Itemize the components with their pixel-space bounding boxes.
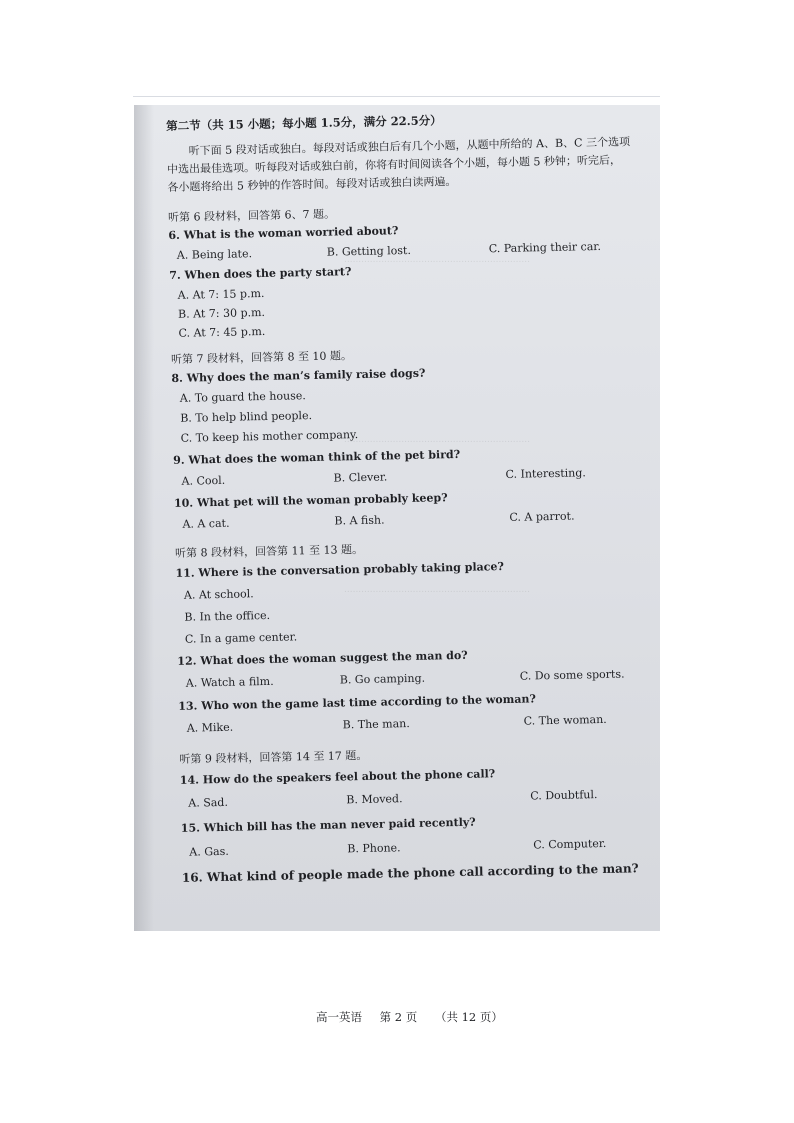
option-b: B. In the office.: [184, 608, 271, 624]
group-heading: 听第 6 段材料，回答第 6、7 题。: [167, 207, 336, 224]
option-b: B. The man.: [342, 717, 410, 732]
bleed-through-text: .................................................................: [344, 435, 530, 445]
option-c: C. In a game center.: [184, 630, 298, 646]
option-c: C. At 7: 45 p.m.: [178, 324, 266, 340]
question-12: 12. What does the woman suggest the man do?: [177, 648, 468, 668]
option-c: C. The woman.: [523, 712, 607, 728]
option-a: A. A cat.: [182, 516, 230, 531]
question-8: 8. Why does the man’s family raise dogs?: [171, 366, 426, 385]
option-c: C. Doubtful.: [530, 788, 598, 803]
option-a: A. At 7: 15 p.m.: [177, 286, 265, 302]
group-heading: 听第 8 段材料，回答第 11 至 13 题。: [174, 542, 364, 560]
question-11: 11. Where is the conversation probably taking place?: [175, 560, 505, 580]
option-b: B. Moved.: [346, 792, 403, 807]
bleed-through-text: .................................................................: [344, 255, 530, 265]
option-a: A. Cool.: [181, 473, 226, 488]
option-b: B. A fish.: [334, 513, 385, 528]
option-a: A. Sad.: [188, 795, 229, 810]
option-a: A. Watch a film.: [185, 674, 274, 690]
group-heading: 听第 7 段材料，回答第 8 至 10 题。: [170, 349, 353, 366]
question-15: 15. Which bill has the man never paid recently?: [180, 815, 476, 835]
option-c: C. Computer.: [533, 836, 607, 852]
option-b: B. Clever.: [333, 470, 388, 485]
option-c: C. To keep his mother company.: [180, 428, 359, 445]
question-16: 16. What kind of people made the phone call according to the man?: [181, 861, 639, 885]
option-a: A. At school.: [183, 587, 254, 602]
top-divider: [133, 96, 660, 97]
section-title: 第二节（共 15 小题；每小题 1.5分，满分 22.5分）: [166, 113, 442, 133]
question-13: 13. Who won the game last time according to the woman?: [178, 692, 537, 713]
option-c: C. A parrot.: [509, 509, 575, 524]
option-b: B. To help blind people.: [180, 409, 313, 425]
option-c: C. Do some sports.: [519, 667, 625, 683]
exam-page-photo: [134, 105, 660, 1024]
footer-total: （共 12 页）: [434, 1010, 503, 1024]
option-b: B. At 7: 30 p.m.: [177, 305, 266, 321]
option-a: A. Being late.: [176, 247, 253, 262]
option-a: A. Mike.: [186, 720, 234, 735]
question-14: 14. How do the speakers feel about the phone call?: [179, 767, 496, 787]
instruction-line: 中选出最佳选项。听每段对话或独白前，你将有时间阅读各个小题，每小题 5 秒钟；听完后，: [166, 153, 622, 176]
question-9: 9. What does the woman think of the pet bird?: [173, 447, 461, 467]
page-footer: [316, 1009, 517, 1025]
question-10: 10. What pet will the woman probably keep?: [173, 491, 448, 510]
option-c: C. Parking their car.: [488, 239, 602, 256]
page-content: [166, 109, 656, 885]
option-a: A. To guard the house.: [179, 389, 306, 405]
question-6: 6. What is the woman worried about?: [168, 224, 399, 242]
instruction-line: 各小题将给出 5 秒钟的作答时间。每段对话或独白读两遍。: [167, 174, 457, 194]
footer-page: 第 2 页: [379, 1010, 418, 1024]
option-a: A. Gas.: [189, 844, 229, 859]
page-edge-shadow: [134, 105, 154, 931]
option-b: B. Phone.: [347, 841, 401, 856]
question-7: 7. When does the party start?: [169, 265, 352, 282]
footer-subject: 高一英语: [316, 1010, 362, 1024]
instruction-line: 听下面 5 段对话或独白。每段对话或独白后有几个小题，从题中所给的 A、B、C 三个选项: [188, 135, 631, 158]
bleed-through-text: .................................................................: [344, 585, 530, 595]
group-heading: 听第 9 段材料，回答第 14 至 17 题。: [179, 748, 368, 766]
option-b: B. Getting lost.: [326, 243, 412, 259]
option-c: C. Interesting.: [505, 466, 586, 481]
option-b: B. Go camping.: [339, 671, 426, 687]
